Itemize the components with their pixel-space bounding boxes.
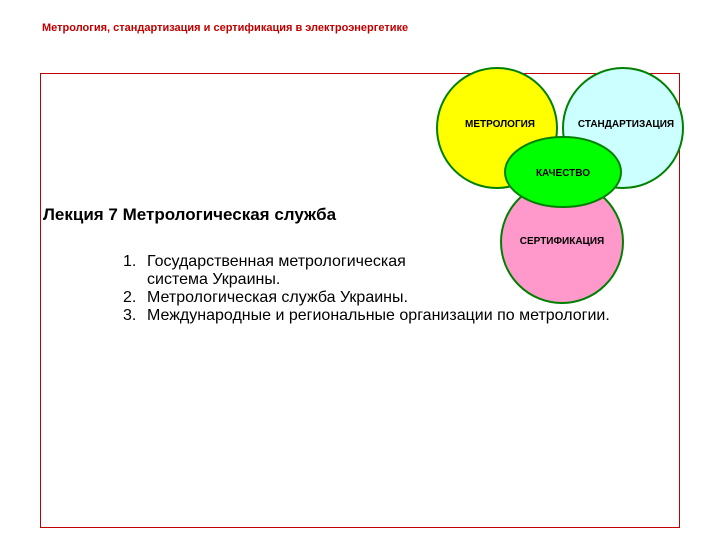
topic-item	[123, 253, 610, 289]
topic-number: 3.	[123, 307, 137, 324]
topic-text: Международные и региональные организации по метрологии.	[147, 307, 610, 324]
topic-text: Государственная метрологическая	[147, 253, 406, 270]
presentation-title: Метрология, стандартизация и сертификация в электроэнергетике	[42, 22, 409, 34]
topic-text: система Украины.	[147, 271, 281, 288]
topic-number: 2.	[123, 289, 137, 306]
certification-label: СЕРТИФИКАЦИЯ	[519, 236, 605, 247]
lecture-title: Лекция 7 Метрологическая служба	[43, 205, 337, 224]
topic-list	[123, 253, 610, 325]
metrology-label: МЕТРОЛОГИЯ	[464, 119, 536, 130]
standardization-label: СТАНДАРТИЗАЦИЯ	[577, 119, 675, 130]
quality-label: КАЧЕСТВО	[535, 168, 591, 179]
topic-text: Метрологическая служба Украины.	[147, 289, 408, 306]
topic-number: 1.	[123, 253, 137, 270]
topic-item	[123, 289, 610, 307]
topic-item	[123, 307, 610, 325]
